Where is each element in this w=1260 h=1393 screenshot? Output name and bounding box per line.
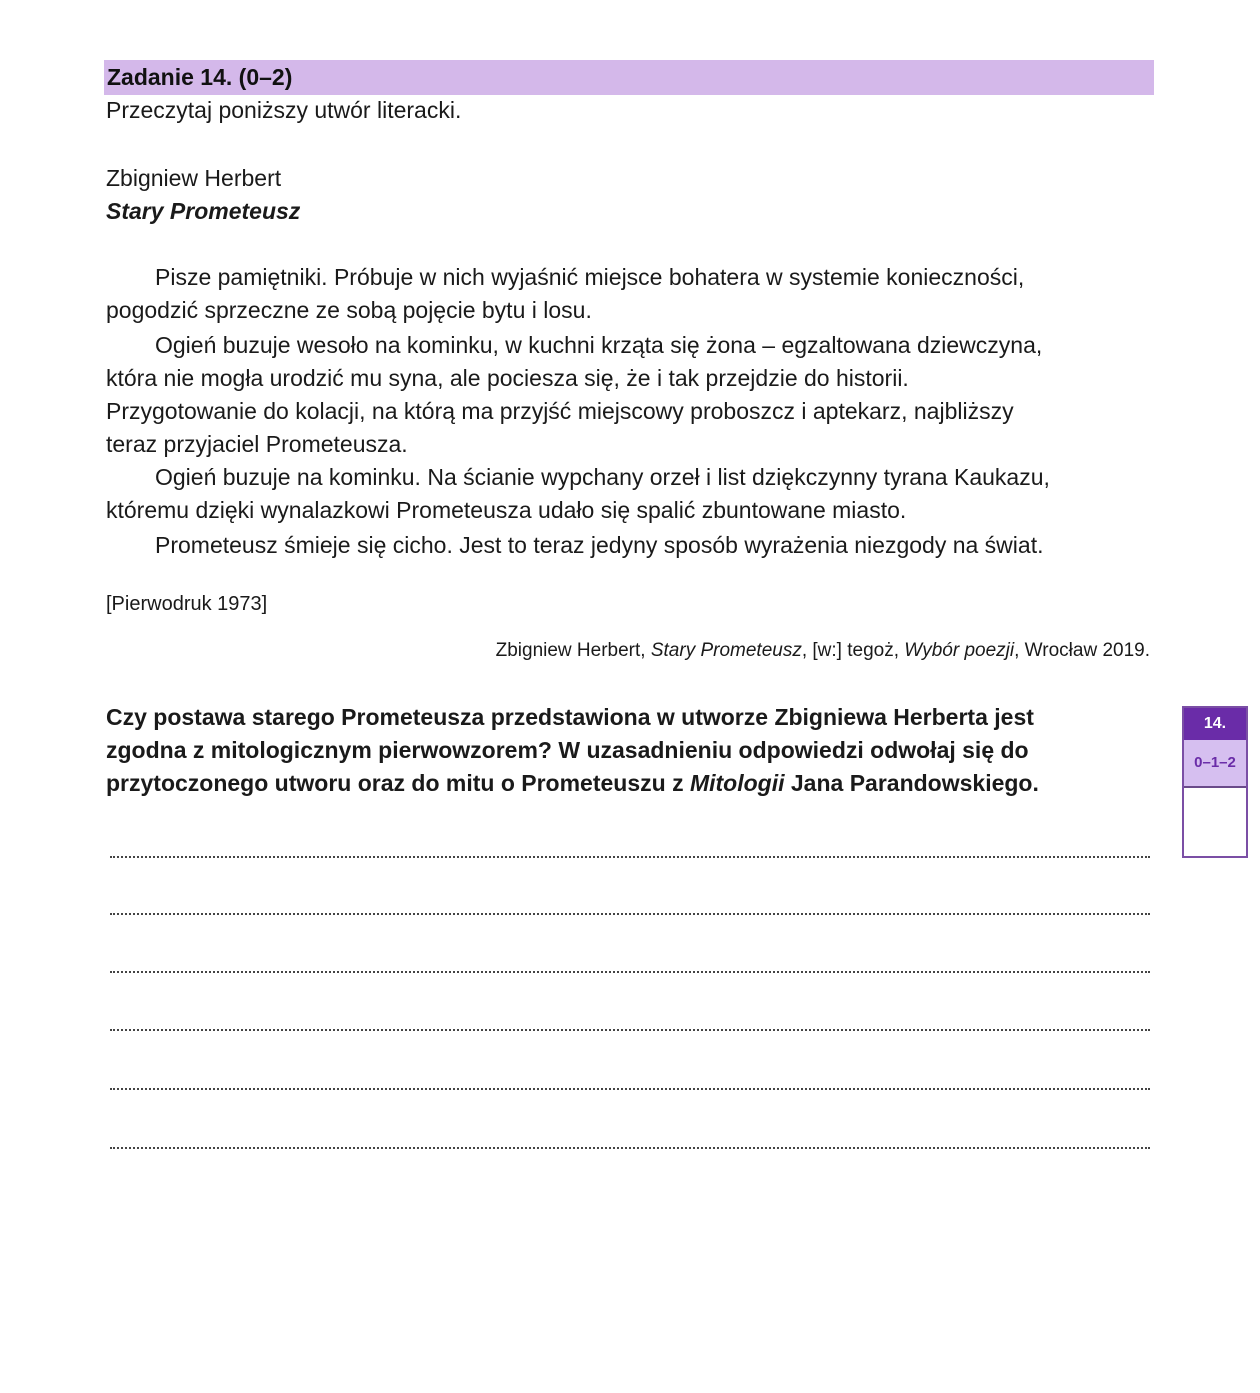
answer-line[interactable] — [110, 1147, 1150, 1149]
poem-line: Pisze pamiętniki. Próbuje w nich wyjaśnić miejsce bohatera w systemie konieczności, — [155, 264, 1025, 290]
score-entry-field[interactable] — [1184, 788, 1246, 858]
answer-line[interactable] — [110, 1029, 1150, 1031]
question-line: zgodna z mitologicznym pierwowzorem? W uzasadnieniu odpowiedzi odwołaj się do — [106, 737, 1029, 763]
question-part: Jana Parandowskiego. — [784, 770, 1039, 796]
citation-title: Stary Prometeusz — [650, 640, 802, 661]
task-header: Zadanie 14. (0–2) — [104, 60, 1154, 95]
answer-line[interactable] — [110, 971, 1150, 973]
first-print-note: [Pierwodruk 1973] — [106, 593, 268, 615]
poem-text — [106, 261, 1050, 562]
question-book-title: Mitologii — [689, 770, 785, 796]
question-part: przytoczonego utworu oraz do mitu o Prometeuszu z — [106, 770, 690, 796]
citation-book: Wybór poezji — [904, 640, 1015, 661]
citation-part: , Wrocław 2019. — [1014, 640, 1150, 661]
poem-line: Ogień buzuje na kominku. Na ścianie wypchany orzeł i list dziękczynny tyrana Kaukazu, — [155, 464, 1050, 490]
score-points: 0–1–2 — [1184, 740, 1246, 788]
answer-line[interactable] — [110, 1088, 1150, 1090]
source-citation — [496, 640, 1150, 662]
poem-line: Ogień buzuje wesoło na kominku, w kuchni krząta się żona – egzaltowana dziewczyna, — [155, 332, 1043, 358]
citation-part: Zbigniew Herbert, — [495, 640, 651, 661]
poem-line: pogodzić sprzeczne ze sobą pojęcie bytu i losu. — [106, 297, 592, 323]
poem-line: teraz przyjaciel Prometeusza. — [106, 431, 408, 457]
poem-line: któremu dzięki wynalazkowi Prometeusza udało się spalić zbuntowane miasto. — [106, 497, 907, 523]
poem-title: Stary Prometeusz — [106, 198, 301, 224]
question — [106, 701, 1039, 800]
instruction: Przeczytaj poniższy utwór literacki. — [106, 97, 462, 123]
answer-line[interactable] — [110, 913, 1150, 915]
answer-line[interactable] — [110, 856, 1150, 858]
question-line: Czy postawa starego Prometeusza przedstawiona w utworze Zbigniewa Herberta jest — [106, 704, 1034, 730]
score-box — [1182, 706, 1248, 858]
question-line — [106, 767, 1039, 800]
citation-part: , [w:] tegoż, — [801, 640, 905, 661]
poem-line: która nie mogła urodzić mu syna, ale pociesza się, że i tak przejdzie do historii. — [106, 365, 909, 391]
poem-line: Prometeusz śmieje się cicho. Jest to teraz jedyny sposób wyrażenia niezgody na świat. — [155, 532, 1044, 558]
poem-line: Przygotowanie do kolacji, na którą ma przyjść miejscowy proboszcz i aptekarz, najbliższy — [106, 398, 1014, 424]
poem-author: Zbigniew Herbert — [106, 165, 282, 191]
score-task-number: 14. — [1184, 708, 1246, 740]
